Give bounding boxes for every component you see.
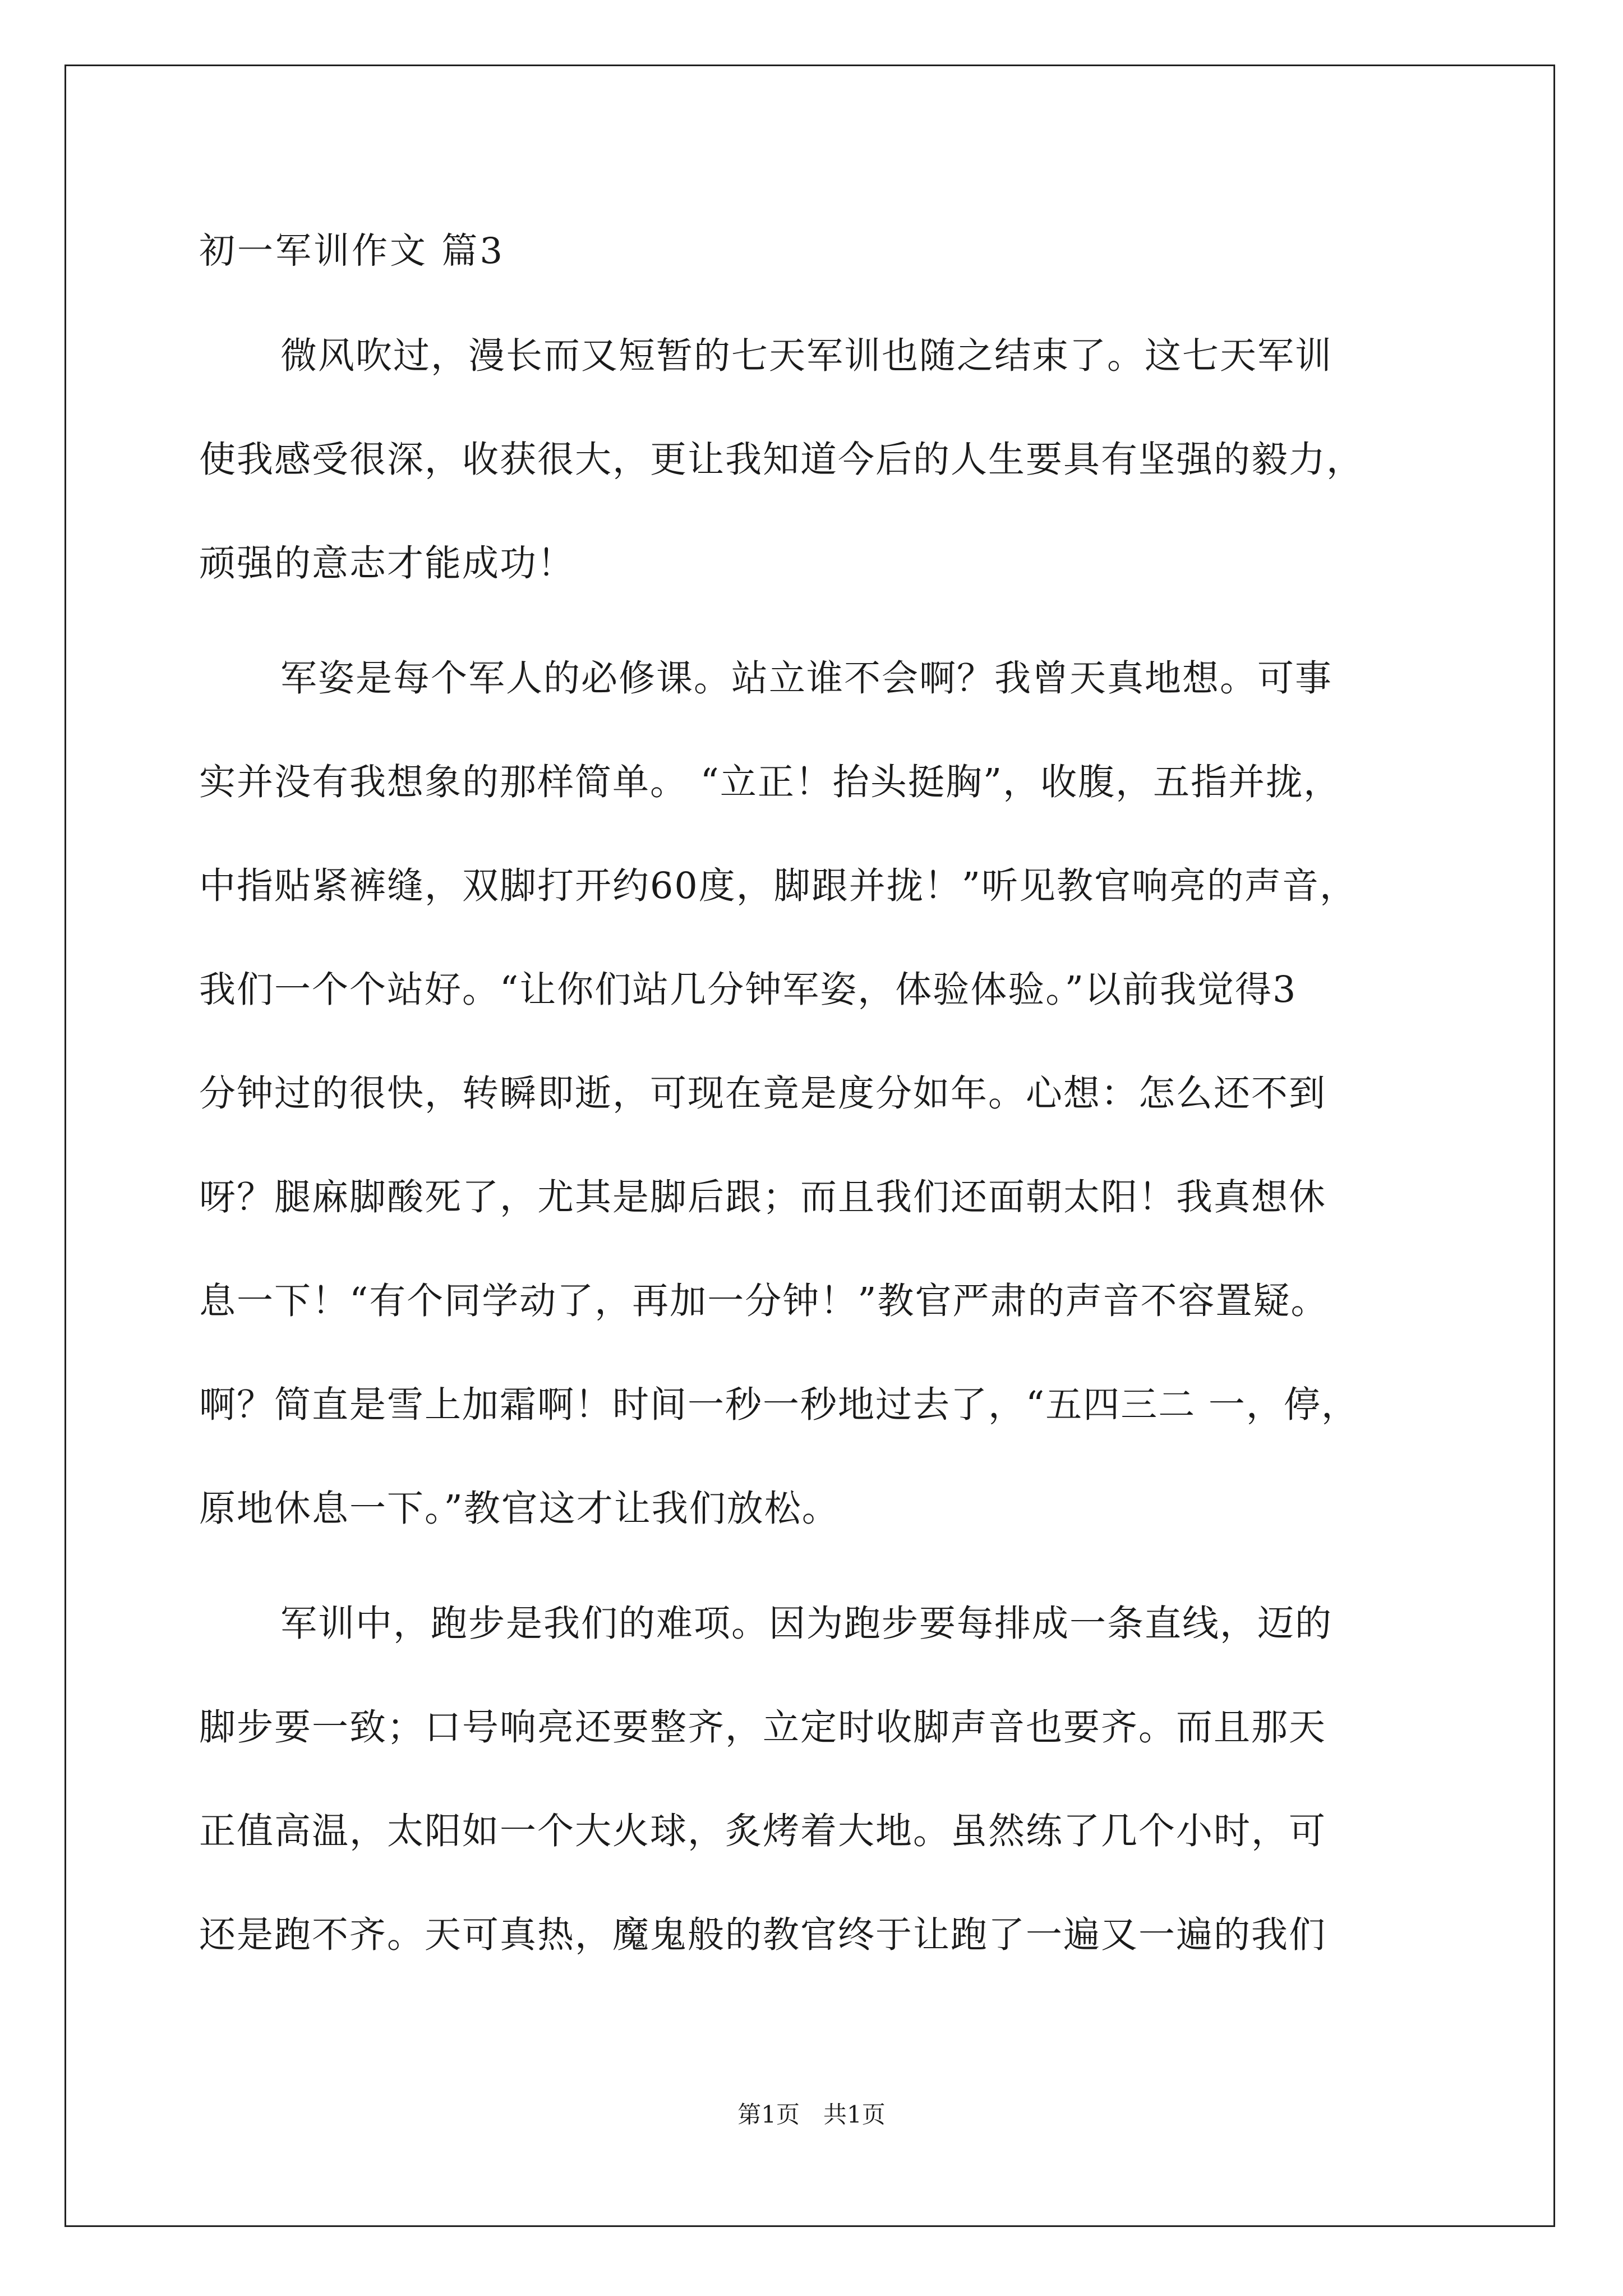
paragraph-2-line-8: 啊？简直是雪上加霜啊！时间一秒一秒地过去了，“五四三二 一，停， — [199, 1384, 1359, 1426]
paragraph-2-line-9: 原地休息一下。”教官这才让我们放松。 — [199, 1488, 840, 1530]
paragraph-2-line-3: 中指贴紧裤缝，双脚打开约60度，脚跟并拢！”听见教官响亮的声音， — [199, 865, 1357, 907]
paragraph-1-line-3: 顽强的意志才能成功！ — [199, 542, 575, 585]
paragraph-2-line-7: 息一下！“有个同学动了，再加一分钟！”教官严肃的声音不容置疑。 — [199, 1280, 1329, 1322]
paragraph-3-line-3: 正值高温，太阳如一个大火球，炙烤着大地。虽然练了几个小时，可 — [199, 1810, 1327, 1852]
document-title: 初一军训作文 篇3 — [199, 231, 505, 272]
paragraph-1-line-2: 使我感受很深，收获很大，更让我知道今后的人生要具有坚强的毅力， — [199, 439, 1364, 481]
paragraph-3-line-2: 脚步要一致；口号响亮还要整齐，立定时收脚声音也要齐。而且那天 — [199, 1706, 1327, 1749]
paragraph-3-line-4: 还是跑不齐。天可真热，魔鬼般的教官终于让跑了一遍又一遍的我们 — [199, 1914, 1327, 1956]
paragraph-1-line-1: 微风吹过，漫长而又短暂的七天军训也随之结束了。这七天军训 — [280, 335, 1333, 377]
paragraph-2-line-5: 分钟过的很快，转瞬即逝，可现在竟是度分如年。心想：怎么还不到 — [199, 1073, 1327, 1115]
paragraph-2-line-6: 呀？腿麻脚酸死了，尤其是脚后跟；而且我们还面朝太阳！我真想休 — [199, 1176, 1327, 1218]
paragraph-2-line-2: 实并没有我想象的那样简单。 “立正！抬头挺胸”，收腹，五指并拢， — [199, 761, 1341, 803]
page-border — [64, 65, 1555, 2227]
paragraph-3-line-1: 军训中，跑步是我们的难项。因为跑步要每排成一条直线，迈的 — [280, 1603, 1333, 1645]
page-footer: 第1页 共1页 — [737, 2101, 886, 2128]
paragraph-2-line-4: 我们一个个站好。“让你们站几分钟军姿，体验体验。”以前我觉得3 — [199, 969, 1297, 1011]
paragraph-2-line-1: 军姿是每个军人的必修课。站立谁不会啊？我曾天真地想。可事 — [280, 657, 1333, 700]
